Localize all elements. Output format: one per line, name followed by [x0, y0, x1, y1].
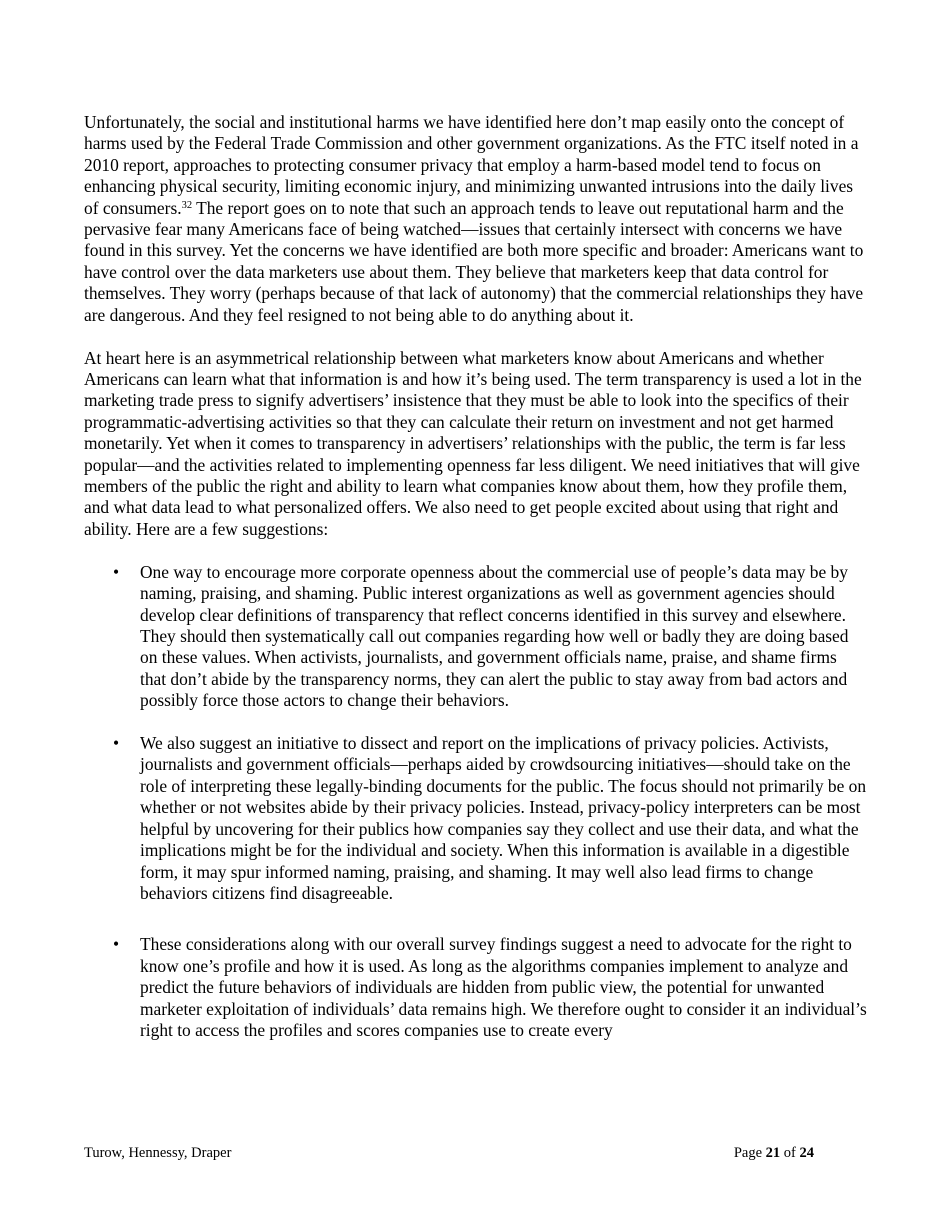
paragraph-harms-text-part1: Unfortunately, the social and institutional harms we have identified here don’t map easily onto the concept of harms used by the Federal Trade Commission and other government organizations. As the FTC itself noted in a 2010 report, approaches to protecting consumer privacy that employ a harm-based model tend to focus on enhancing physical security, limiting economic injury, and minimizing unwanted intrusions into the daily lives of consumers. — [84, 112, 859, 218]
page-label: Page — [733, 1145, 766, 1161]
paragraph-asymmetry: At heart here is an asymmetrical relationship between what marketers know about Americans and whether Americans can learn what that information is and how it’s being used. The term transparency is used a lot in the marketing trade press to signify advertisers’ insistence that they must be able to look into the specifics of their programmatic-advertising activities so that they can calculate their return on investment and not get harmed monetarily. Yet when it comes to transparency in advertisers’ relationships with the public, the term is far less popular—and the activities related to implementing openness far less diligent. We need initiatives that will give members of the public the right and ability to learn what companies know about them, how they profile them, and what data lead to what personalized offers. We also need to get people excited about using that right and ability. Here are a few suggestions: — [84, 347, 862, 539]
suggestion-text: These considerations along with our overall survey findings suggest a need to advocate for the right to know one’s profile and how it is used. As long as the algorithms companies implement to analyze and predict the future behaviors of individuals are hidden from public view, the potential for unwanted marketer exploitation of individuals’ data remains high. We therefore ought to consider it an individual’s right to access the profiles and scores companies use to create every — [140, 934, 867, 1040]
bullet-icon: • — [113, 561, 120, 582]
page-number — [734, 1143, 814, 1163]
suggestion-text: One way to encourage more corporate openness about the commercial use of people’s data may be by naming, praising, and shaming. Public interest organizations as well as government agencies should develop clear definitions of transparency that reflect concerns identified in this survey and elsewhere. They should then systematically call out companies regarding how well or badly they are doing based on these values. When activists, journalists, and government officials name, praise, and shame firms that don’t abide by the transparency norms, they can alert the public to stay away from bad actors and possibly force those actors to change their behaviors. — [140, 561, 849, 711]
current-page-number: 21 — [765, 1145, 781, 1161]
bullet-icon: • — [113, 934, 120, 955]
page-body — [84, 112, 867, 1041]
suggestion-text: We also suggest an initiative to dissect and report on the implications of privacy policies. Activists, journalists and government officials—perhaps aided by crowdsourcing initiatives—should take on the role of interpreting these legally-binding documents for the public. The focus should not primarily be on whether or not websites abide by their privacy policies. Instead, privacy-policy interpreters can be most helpful by uncovering for their publics how companies say they collect and use their data, and what the implications might be for the individual and society. When this information is available in a digestible form, it may spur informed naming, praising, and shaming. It may well also lead firms to change behaviors citizens find disagreeable. — [140, 733, 867, 903]
footnote-ref-32[interactable]: 32 — [181, 199, 193, 211]
suggestion-naming-praising-shaming — [84, 562, 867, 712]
bullet-icon: • — [113, 733, 120, 754]
footer-authors: Turow, Hennessy, Draper — [84, 1145, 232, 1161]
suggestion-privacy-policies — [84, 733, 867, 904]
suggestions-list — [84, 562, 867, 1042]
paragraph-harms-text-part2: The report goes on to note that such an approach tends to leave out reputational harm and the pervasive fear many Americans face of being watched—issues that certainly intersect with concerns we have found in this survey. Yet the concerns we have identified are both more specific and broader: Americans want to have control over the data marketers use about them. They believe that marketers keep that data control for themselves. They worry (perhaps because of that lack of autonomy) that the commercial relationships they have are dangerous. And they feel resigned to not being able to do anything about it. — [84, 197, 864, 325]
total-pages: 24 — [799, 1145, 814, 1161]
paragraph-harms — [84, 112, 867, 326]
page-separator: of — [780, 1145, 800, 1161]
suggestion-right-to-know-profile — [84, 934, 867, 1041]
